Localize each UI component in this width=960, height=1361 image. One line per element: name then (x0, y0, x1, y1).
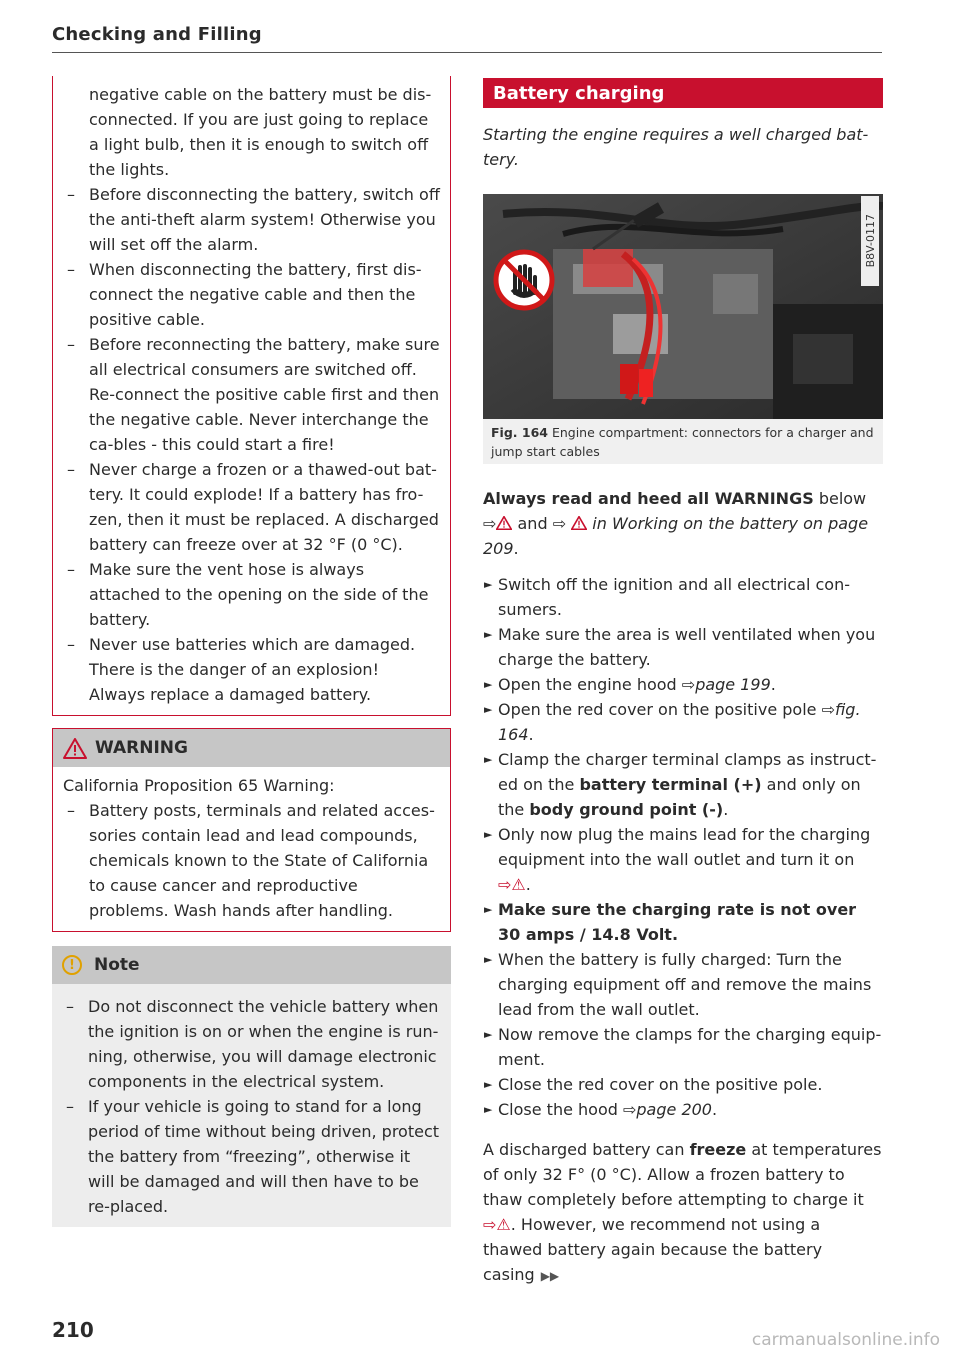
step-text: Switch off the ignition and all electrical con-sumers. (498, 575, 850, 619)
step-text: battery terminal (+) (579, 775, 762, 794)
step-bullet-icon: ► (484, 578, 493, 591)
dash-bullet-icon: – (67, 260, 75, 279)
figure-caption-label: Fig. 164 (491, 425, 548, 440)
warning-reference[interactable]: ⇨⚠ (498, 875, 526, 894)
step-list (483, 572, 883, 1122)
instruction-step (483, 572, 883, 622)
figure-code-label: B8V-0117 (861, 196, 879, 286)
instruction-step (483, 1022, 883, 1072)
step-text: body ground point (-) (529, 800, 724, 819)
step-text: Make sure the charging rate is not over 30 amps / 14.8 Volt. (498, 900, 857, 944)
instruction-step (483, 1072, 883, 1097)
heed-warnings-paragraph: Always read and heed all WARNINGS below ⇨ and ⇨ in Working on the battery on page 209. (483, 489, 869, 558)
chapter-title: Checking and Filling (52, 24, 262, 45)
step-bullet-icon: ► (484, 703, 493, 716)
note-header (52, 946, 451, 984)
step-text: . (711, 1100, 718, 1119)
closing-paragraph: A discharged battery can freeze at temperatures of only 32 F° (0 °C). Allow a frozen battery to thaw completely before attempting to charge it ⇨⚠. However, we recommend not using a thawed battery again because the battery casing ▶▶ (483, 1140, 882, 1284)
dash-bullet-icon: – (66, 1097, 74, 1116)
step-bullet-icon: ► (484, 953, 493, 966)
figure-caption (483, 419, 883, 461)
step-text: Clamp the charger terminal clamps as instruct-ed on the (498, 750, 877, 794)
note-body (52, 984, 451, 1227)
step-bullet-icon: ► (484, 828, 493, 841)
instruction-step (483, 672, 883, 697)
continue-arrow-icon: ▶▶ (540, 1269, 560, 1283)
continued-text: negative cable on the battery must be dis-connected. If you are just going to replace a light bulb, then it is enough to switch off the lights. (89, 85, 432, 179)
warning-triangle-icon (496, 516, 512, 530)
warning-box (52, 728, 451, 932)
step-text: Close the red cover on the positive pole. (498, 1075, 823, 1094)
page-number: 210 (52, 1318, 94, 1342)
step-bullet-icon: ► (484, 628, 493, 641)
step-text: . (770, 675, 776, 694)
step-text: Close the hood (498, 1100, 623, 1119)
step-text: Open the red cover on the positive pole (498, 700, 822, 719)
figure-caption-text: Engine compartment: connectors for a charger and jump start cables (491, 425, 874, 459)
list-item-text: When disconnecting the battery, first dis-connect the negative cable and then the positive cable. (89, 260, 422, 329)
page-reference-link[interactable]: ⇨page 200 (622, 1100, 712, 1119)
list-item-text: Make sure the vent hose is always attached to the opening on the side of the battery. (89, 560, 429, 629)
step-text: Open the engine hood (498, 675, 682, 694)
step-bullet-icon: ► (484, 678, 493, 691)
step-text: Now remove the clamps for the charging equip-ment. (498, 1025, 882, 1069)
instruction-step (483, 947, 883, 1022)
dash-bullet-icon: – (66, 997, 74, 1016)
warning-header (53, 729, 450, 767)
step-text: and only on the (498, 775, 861, 819)
instruction-step (483, 697, 883, 747)
list-item-text: Never charge a frozen or a thawed-out bat-tery. It could explode! If a battery has fro-zen, then it must be replaced. A discharged battery can freeze over at 32 °F (0 °C). (89, 460, 439, 554)
hand-prohibition-icon (493, 249, 555, 311)
list-item (63, 257, 440, 332)
dash-bullet-icon: – (67, 185, 75, 204)
list-item-text: Do not disconnect the vehicle battery when the ignition is on or when the engine is run-ning, otherwise, you will damage electronic components in the electrical system. (88, 997, 439, 1091)
warning-intro: California Proposition 65 Warning: (63, 776, 335, 795)
page-reference-link[interactable]: in Working on the battery on page 209 (483, 514, 869, 558)
warning-triangle-icon (63, 738, 87, 759)
list-item (62, 994, 441, 1094)
page-header (52, 24, 882, 53)
right-column (483, 78, 883, 1289)
step-text: Only now plug the mains lead for the charging equipment into the wall outlet and turn it on (498, 825, 871, 869)
step-text: When the battery is fully charged: Turn the charging equipment off and remove the mains lead from the wall outlet. (498, 950, 872, 1019)
list-item (63, 798, 440, 923)
instruction-step (483, 747, 883, 822)
step-text: . (723, 800, 729, 819)
instruction-step (483, 822, 883, 897)
step-text: Make sure the area is well ventilated when you charge the battery. (498, 625, 876, 669)
step-bullet-icon: ► (484, 1028, 493, 1041)
xref-arrow-icon[interactable]: ⇨ (552, 514, 567, 533)
step-bullet-icon: ► (484, 753, 493, 766)
warning-body (53, 767, 450, 931)
instruction-step (483, 897, 883, 947)
list-item (62, 1094, 441, 1219)
note-title: Note (94, 955, 140, 975)
continued-list (63, 182, 440, 707)
list-item-text: Never use batteries which are damaged. There is the danger of an explosion! Always replace a damaged battery. (89, 635, 416, 704)
dash-bullet-icon: – (67, 560, 75, 579)
figure-engine-compartment (483, 194, 883, 464)
list-item (63, 632, 440, 707)
note-box (52, 946, 451, 1227)
section-lead: Starting the engine requires a well charged bat-tery. (483, 125, 869, 169)
list-item-text: If your vehicle is going to stand for a long period of time without being driven, protect the battery from “freezing”, otherwise it will be damaged and will then have to be re-placed. (88, 1097, 440, 1216)
list-item-text: Before disconnecting the battery, switch off the anti-theft alarm system! Otherwise you will set off the alarm. (89, 185, 440, 254)
step-bullet-icon: ► (484, 1103, 493, 1116)
page-reference-link[interactable]: ⇨fig. 164 (498, 700, 861, 744)
dash-bullet-icon: – (67, 801, 75, 820)
dash-bullet-icon: – (67, 335, 75, 354)
dash-bullet-icon: – (67, 460, 75, 479)
info-note-icon: ! (62, 955, 82, 975)
page-reference-link[interactable]: ⇨page 199 (681, 675, 771, 694)
step-text: . (528, 725, 534, 744)
section-title: Battery charging (483, 78, 883, 108)
list-item (63, 457, 440, 557)
watermark: carmanualsonline.info (751, 1330, 940, 1350)
left-column (52, 76, 451, 1227)
warning-title: WARNING (95, 738, 188, 758)
list-item (63, 182, 440, 257)
note-list (62, 994, 441, 1219)
instruction-step (483, 1097, 883, 1122)
warning-reference[interactable]: ⇨⚠ (483, 1215, 511, 1234)
continued-warning-box (52, 76, 451, 716)
instruction-step (483, 622, 883, 672)
list-item-text: Before reconnecting the battery, make sure all electrical consumers are switched off. Re-connect the positive cable first and then the negative cable. Never interchange the ca-bles - this could start a fire! (89, 335, 440, 454)
xref-arrow-icon[interactable]: ⇨ (483, 514, 497, 533)
step-text: . (525, 875, 531, 894)
warning-triangle-icon (571, 516, 587, 530)
dash-bullet-icon: – (67, 635, 75, 654)
warning-list (63, 798, 440, 923)
list-item (63, 557, 440, 632)
step-bullet-icon: ► (484, 903, 493, 916)
list-item-text: Battery posts, terminals and related acces-sories contain lead and lead compounds, chemicals known to the State of California to cause cancer and reproductive problems. Wash hands after handling. (89, 801, 435, 920)
list-item (63, 332, 440, 457)
step-bullet-icon: ► (484, 1078, 493, 1091)
